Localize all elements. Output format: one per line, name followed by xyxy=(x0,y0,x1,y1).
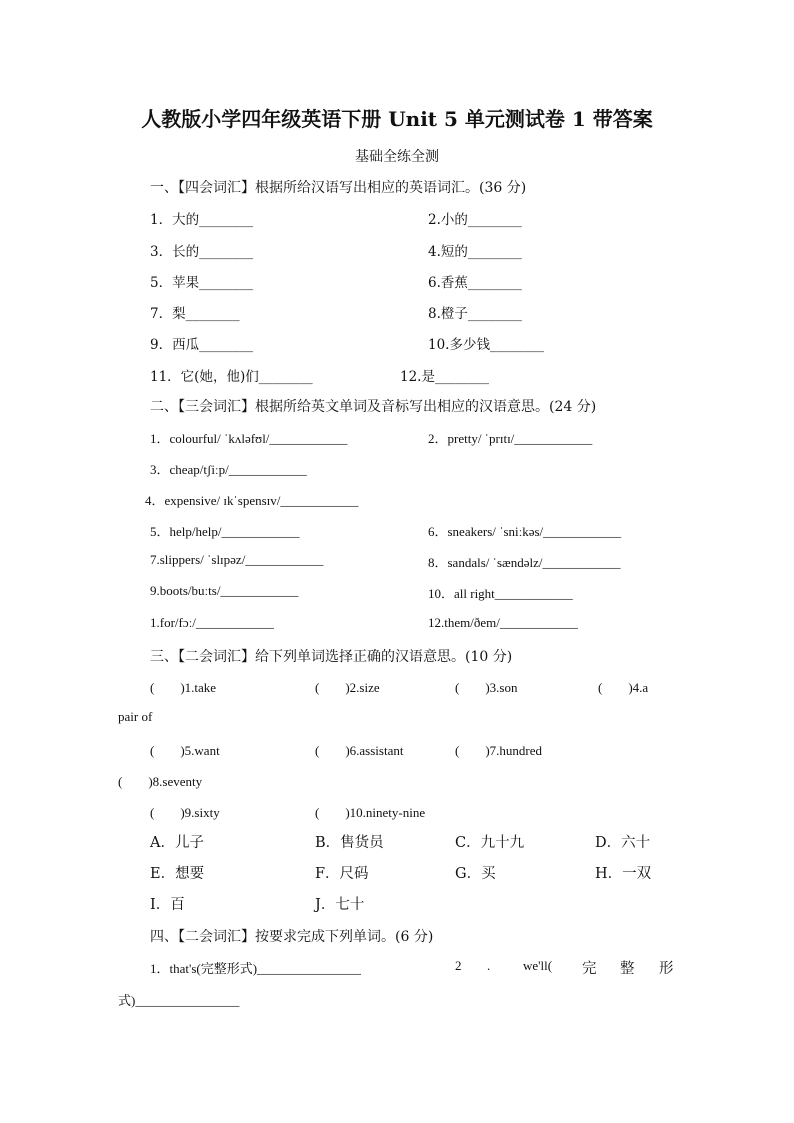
s1-item-1: 1．大的________ xyxy=(150,212,254,228)
s4-item-2-word: we'll( xyxy=(523,958,553,973)
s3-option-f: F．尺码 xyxy=(315,866,369,882)
s3-item-10: ( )10.ninety-nine xyxy=(315,805,426,820)
s3-option-c: C．九十九 xyxy=(455,835,525,851)
s2-item-12: 12.them/ðem/____________ xyxy=(428,615,578,630)
s2-item-8: 8．sandals/ ˈsændəlz/____________ xyxy=(428,555,621,570)
s2-item-6: 6．sneakers/ ˈsniːkəs/____________ xyxy=(428,524,622,539)
section4-heading: 四、【二会词汇】按要求完成下列单词。(6 分) xyxy=(150,929,434,945)
s1-item-3: 3．长的________ xyxy=(150,244,254,260)
s3-item-5: ( )5.want xyxy=(150,743,220,758)
s1-item-5: 5．苹果________ xyxy=(150,275,254,291)
s4-item-2-char3: 形 xyxy=(659,961,674,977)
s1-item-7: 7．梨________ xyxy=(150,306,240,322)
s3-option-e: E．想要 xyxy=(150,866,205,882)
s3-item-2: ( )2.size xyxy=(315,680,380,695)
s3-option-i: I．百 xyxy=(150,897,185,913)
s2-item-4: 4．expensive/ ɪkˈspensɪv/____________ xyxy=(145,493,359,508)
section3-heading: 三、【二会词汇】给下列单词选择正确的汉语意思。(10 分) xyxy=(150,649,513,665)
s4-item-2-cont: 式)________________ xyxy=(118,993,240,1008)
page-subtitle: 基础全练全测 xyxy=(355,149,439,165)
s1-item-11: 11．它(她，他)们________ xyxy=(150,369,313,385)
s4-item-2-dot: . xyxy=(487,958,491,973)
s3-option-d: D．六十 xyxy=(595,835,651,851)
s3-option-j: J．七十 xyxy=(315,897,365,913)
s4-item-2-char1: 完 xyxy=(582,961,597,977)
s3-item-8: ( )8.seventy xyxy=(118,774,203,789)
s3-option-b: B．售货员 xyxy=(315,835,384,851)
s1-item-12: 12.是________ xyxy=(400,369,489,385)
s4-item-2-num: 2 xyxy=(455,958,462,973)
s1-item-10: 10.多少钱________ xyxy=(428,337,544,353)
s3-item-6: ( )6.assistant xyxy=(315,743,404,758)
s2-item-11: 1.for/fɔː/____________ xyxy=(150,615,274,630)
s3-item-4-cont: pair of xyxy=(118,709,153,724)
s2-item-5: 5．help/help/____________ xyxy=(150,524,300,539)
s3-item-1: ( )1.take xyxy=(150,680,217,695)
s1-item-9: 9．西瓜________ xyxy=(150,337,254,353)
s3-item-7: ( )7.hundred xyxy=(455,743,543,758)
s2-item-10: 10．all right____________ xyxy=(428,586,573,601)
s2-item-2: 2．pretty/ ˈprɪtɪ/____________ xyxy=(428,431,593,446)
s3-item-9: ( )9.sixty xyxy=(150,805,220,820)
section1-heading: 一、【四会词汇】根据所给汉语写出相应的英语词汇。(36 分) xyxy=(150,180,527,196)
s2-item-3: 3．cheap/tʃiːp/____________ xyxy=(150,462,307,477)
s1-item-2: 2.小的________ xyxy=(428,212,522,228)
s1-item-4: 4.短的________ xyxy=(428,244,522,260)
s4-item-1: 1．that's(完整形式)________________ xyxy=(150,961,362,976)
page-title: 人教版小学四年级英语下册 Unit 5 单元测试卷 1 带答案 xyxy=(141,107,653,131)
s2-item-9: 9.boots/buːts/____________ xyxy=(150,583,299,598)
s2-item-1: 1．colourful/ ˈkʌləfʊl/____________ xyxy=(150,431,348,446)
s1-item-8: 8.橙子________ xyxy=(428,306,522,322)
s3-item-4: ( )4.a xyxy=(598,680,649,695)
s3-item-3: ( )3.son xyxy=(455,680,518,695)
s4-item-2-char2: 整 xyxy=(620,961,635,977)
s2-item-7: 7.slippers/ ˈslɪpəz/____________ xyxy=(150,552,324,567)
s1-item-6: 6.香蕉________ xyxy=(428,275,522,291)
s3-option-a: A．儿子 xyxy=(150,835,204,851)
s3-option-h: H．一双 xyxy=(595,866,652,882)
s3-option-g: G．买 xyxy=(455,866,496,882)
section2-heading: 二、【三会词汇】根据所给英文单词及音标写出相应的汉语意思。(24 分) xyxy=(150,399,597,415)
